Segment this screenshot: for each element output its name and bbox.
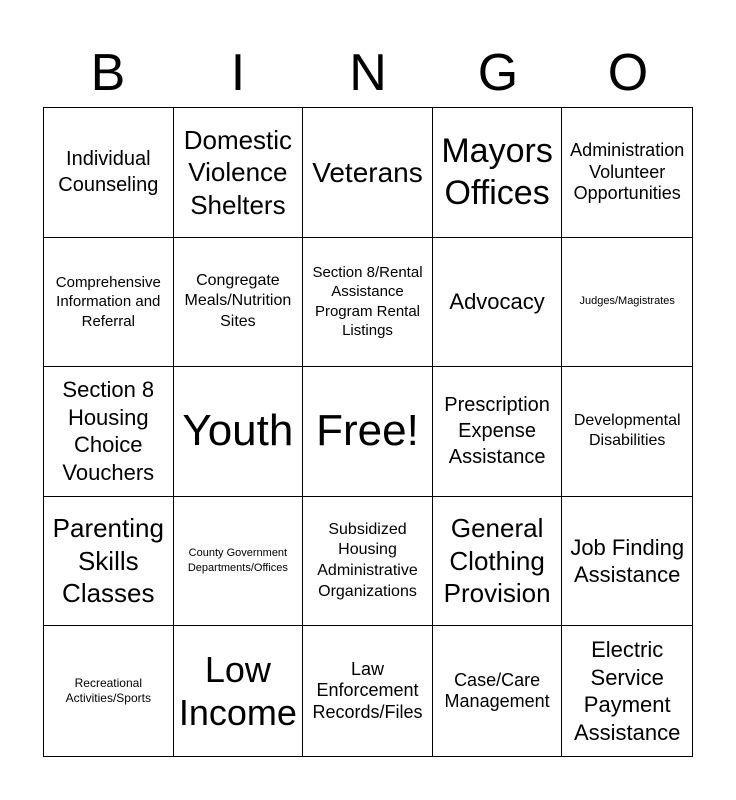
- header-letter-g: G: [477, 44, 519, 102]
- cell-text: Developmental Disabilities: [573, 411, 681, 450]
- bingo-cell[interactable]: [433, 108, 563, 238]
- bingo-cell[interactable]: [174, 108, 304, 238]
- bingo-cell[interactable]: [562, 238, 692, 368]
- bingo-cell[interactable]: [44, 367, 174, 497]
- bingo-cell[interactable]: [174, 367, 304, 497]
- cell-text: Law Enforcement Records/Files: [312, 658, 423, 722]
- cell-text: Recreational Activities/Sports: [65, 675, 151, 706]
- bingo-cell[interactable]: [44, 626, 174, 756]
- header-letter-b: B: [90, 44, 126, 102]
- cell-text: Judges/Magistrates: [579, 295, 675, 308]
- cell-text: Administration Volunteer Opportunities: [570, 139, 685, 204]
- bingo-cell[interactable]: [174, 238, 304, 368]
- bingo-cell[interactable]: [433, 238, 563, 368]
- header-letter-n: N: [349, 44, 387, 102]
- bingo-cell[interactable]: [174, 497, 304, 627]
- cell-text: Section 8/Rental Assistance Program Rental Listings: [312, 263, 423, 340]
- bingo-cell[interactable]: [562, 626, 692, 756]
- cell-text: Veterans: [312, 156, 423, 188]
- bingo-cell[interactable]: [44, 108, 174, 238]
- cell-text: Free!: [316, 406, 419, 456]
- bingo-cell[interactable]: [433, 626, 563, 756]
- bingo-cell[interactable]: [303, 238, 433, 368]
- bingo-cell[interactable]: [562, 497, 692, 627]
- cell-text: Section 8 Housing Choice Vouchers: [62, 377, 155, 485]
- cell-text: Comprehensive Information and Referral: [55, 273, 161, 330]
- bingo-cell[interactable]: [303, 497, 433, 627]
- cell-text: Electric Service Payment Assistance: [574, 637, 681, 745]
- bingo-cell[interactable]: [562, 108, 692, 238]
- cell-text: General Clothing Provision: [443, 513, 551, 609]
- bingo-cell[interactable]: [174, 626, 304, 756]
- cell-text: Subsidized Housing Administrative Organizations: [317, 520, 418, 600]
- cell-text: Mayors Offices: [441, 131, 553, 213]
- cell-text: Advocacy: [449, 289, 545, 315]
- bingo-cell[interactable]: [433, 497, 563, 627]
- cell-text: County Government Departments/Offices: [187, 547, 288, 575]
- bingo-cell[interactable]: [44, 497, 174, 627]
- cell-text: Domestic Violence Shelters: [183, 124, 293, 220]
- cell-text: Individual Counseling: [58, 148, 159, 197]
- cell-text: Youth: [182, 406, 294, 456]
- bingo-board: [43, 107, 693, 757]
- cell-text: Case/Care Management: [444, 669, 550, 712]
- free-space-cell[interactable]: [303, 367, 433, 497]
- bingo-cell[interactable]: [433, 367, 563, 497]
- bingo-header: [43, 40, 693, 106]
- cell-text: Congregate Meals/Nutrition Sites: [184, 271, 292, 331]
- bingo-cell[interactable]: [562, 367, 692, 497]
- bingo-cell[interactable]: [44, 238, 174, 368]
- bingo-cell[interactable]: [303, 626, 433, 756]
- cell-text: Prescription Expense Assistance: [444, 394, 550, 469]
- bingo-cell[interactable]: [303, 108, 433, 238]
- cell-text: Low Income: [178, 649, 297, 734]
- header-letter-i: I: [230, 44, 246, 102]
- cell-text: Job Finding Assistance: [570, 534, 685, 588]
- cell-text: Parenting Skills Classes: [52, 513, 164, 609]
- header-letter-o: O: [607, 44, 649, 102]
